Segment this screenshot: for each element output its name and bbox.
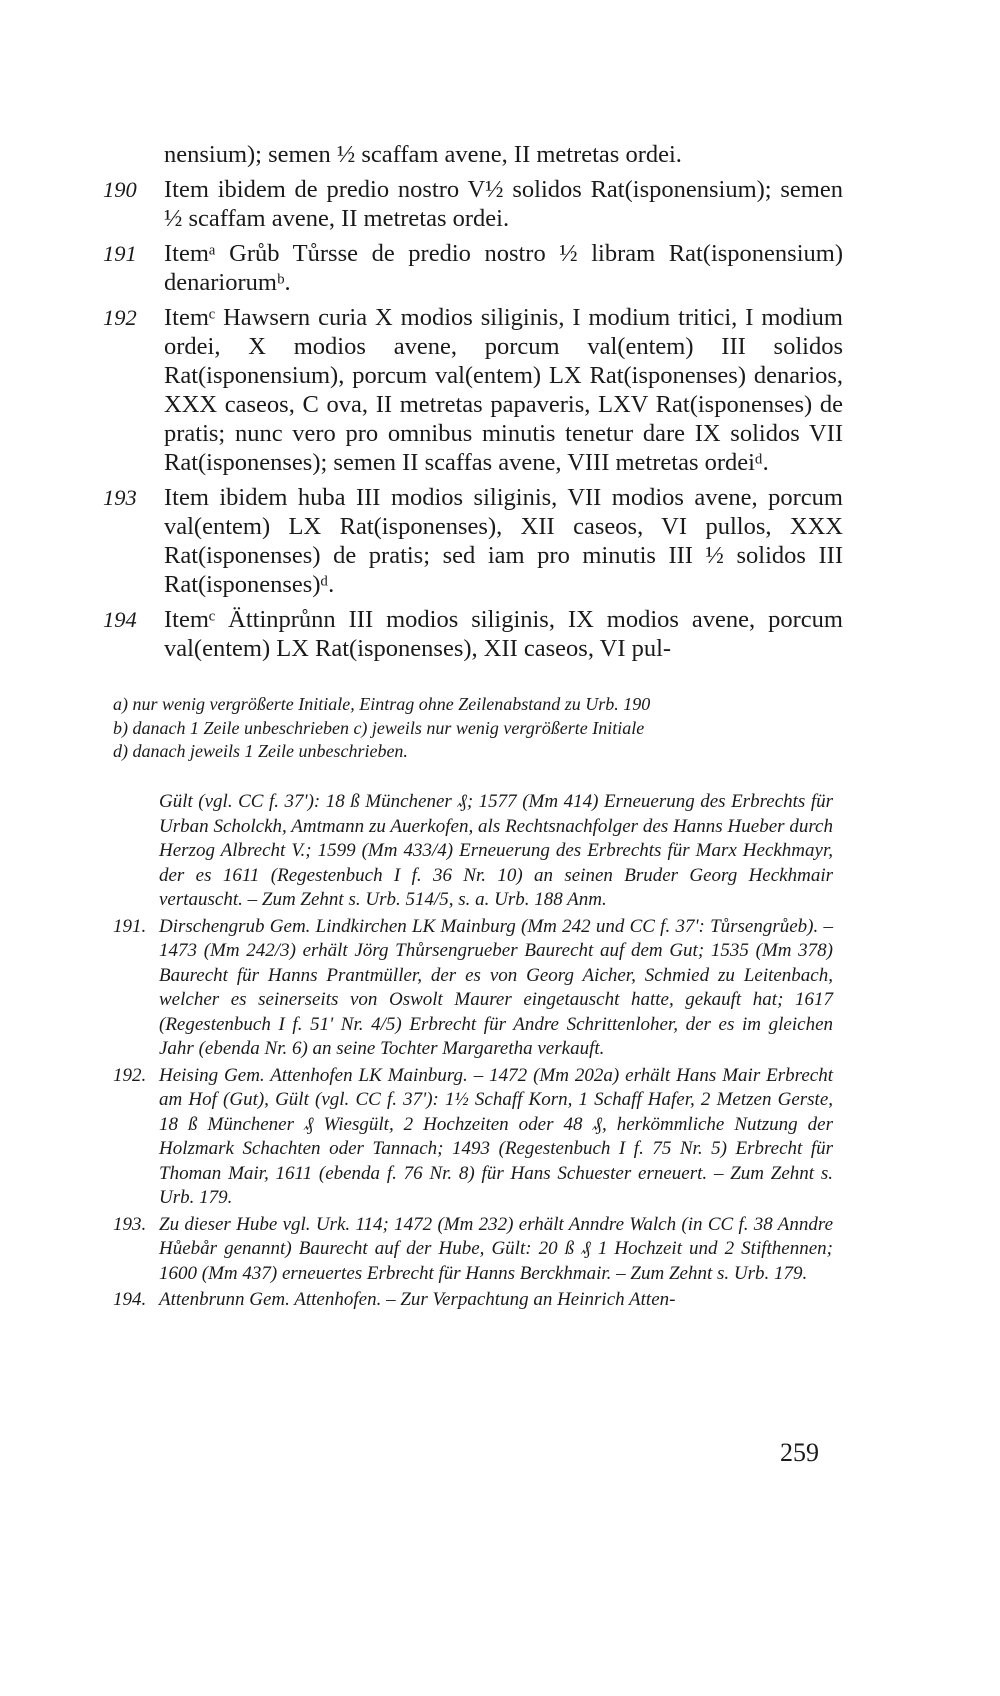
commentary-text: Gült (vgl. CC f. 37'): 18 ß Münchener ₰; 1577 (Mm 414) Erneuerung des Erbrechts für Urban Scholckh, Amtmann zu Auerkofen, als Rechtsnachfolger des Hanns Hueber durch Herzog Albrecht V.; 1599 (Mm 433/4) Erneuerung des Erbrechts für Marx Heckhmayr, der es 1611 (Regestenbuch I f. 36 Nr. 10) an seinen Bruder Georg Heckhmair vertauscht. – Zum Zehnt s. Urb. 514/5, s. a. Urb. 188 Anm. xyxy=(159,791,833,910)
commentary-number: 194. xyxy=(113,1289,147,1310)
commentary-193 xyxy=(113,1213,833,1287)
note-line: d) danach jeweils 1 Zeile unbeschrieben. xyxy=(113,741,408,761)
textual-notes xyxy=(113,693,833,764)
commentary-191 xyxy=(113,915,833,1062)
commentary-number: 192. xyxy=(113,1064,147,1086)
entry-text: Itemᵃ Grůb Tůrsse de predio nostro ½ libram Rat(isponensium) denariorumᵇ. xyxy=(164,240,843,296)
entry-text: nensium); semen ½ scaffam avene, II metretas ordei. xyxy=(164,141,682,168)
entry-193 xyxy=(103,483,843,599)
entry-190 xyxy=(103,175,843,233)
entry-191 xyxy=(103,239,843,297)
entry-continuation xyxy=(103,140,843,169)
commentary-number: 193. xyxy=(113,1213,147,1235)
page-number: 259 xyxy=(780,1438,819,1467)
commentary-text: Dirschengrub Gem. Lindkirchen LK Mainburg (Mm 242 und CC f. 37': Tůrsengrůeb). – 1473 (Mm 242/3) erhält Jörg Thůrsengrueber Baurecht auf dem Gut; 1535 (Mm 378) Baurecht für Hanns Prantmüller, der es von Georg Aicher, Schmied zu Leitenbach, welcher es seinerseits von Oswolt Maurer eingetauscht hatte, gekauft hat; 1617 (Regestenbuch I f. 51' Nr. 4/5) Erbrecht für Andre Schrittenloher, der es im gleichen Jahr (ebenda Nr. 6) an seine Tochter Margaretha verkauft. xyxy=(159,915,833,1059)
entry-number: 194 xyxy=(103,607,137,632)
entry-192 xyxy=(103,303,843,477)
commentary-continuation xyxy=(113,790,833,913)
commentary-194 xyxy=(113,1288,833,1313)
entry-text: Itemᶜ Hawsern curia X modios siliginis, I modium tritici, I modium ordei, X modios avene, porcum val(entem) III solidos Rat(isponensium), porcum val(entem) LX Rat(isponenses) denarios, XXX caseos, C ova, II metretas papaveris, LXV Rat(isponenses) de pratis; nunc vero pro omnibus minutis tenetur dare IX solidos VII Rat(isponenses); semen II scaffas avene, VIII metretas ordeiᵈ. xyxy=(164,304,843,476)
urbar-entries xyxy=(103,140,843,663)
entry-number: 190 xyxy=(103,177,137,202)
commentary-text: Zu dieser Hube vgl. Urk. 114; 1472 (Mm 232) erhält Anndre Walch (in CC f. 38 Anndre Hůebår genannt) Baurecht auf der Hube, Gült: 20 ß ₰ 1 Hochzeit und 2 Stifthennen; 1600 (Mm 437) erneuertes Erbrecht für Hanns Berckhmair. – Zum Zehnt s. Urb. 179. xyxy=(159,1213,833,1284)
commentary-number: 191. xyxy=(113,915,147,937)
entry-194 xyxy=(103,605,843,663)
commentary-192 xyxy=(113,1064,833,1211)
entry-text: Item ibidem huba III modios siliginis, VII modios avene, porcum val(entem) LX Rat(isponenses), XII caseos, VI pullos, XXX Rat(isponenses) de pratis; sed iam pro minutis III ½ solidos III Rat(isponenses)ᵈ. xyxy=(164,484,843,598)
commentary-text: Attenbrunn Gem. Attenhofen. – Zur Verpachtung an Heinrich Atten- xyxy=(159,1289,676,1310)
commentary xyxy=(113,790,833,1315)
commentary-text: Heising Gem. Attenhofen LK Mainburg. – 1472 (Mm 202a) erhält Hans Mair Erbrecht am Hof (Gut), Gült (vgl. CC f. 37'): 1½ Schaff Korn, 1 Schaff Hafer, 2 Metzen Gerste, 18 ß Münchener ₰ Wiesgült, 2 Hochzeiten oder 48 ₰, herkömmliche Nutzung der Holzmark Schachten oder Tannach; 1493 (Regestenbuch I f. 75 Nr. 5) Erbrecht für Thoman Mair, 1611 (ebenda f. 76 Nr. 8) für Hans Schuester erneuert. – Zum Zehnt s. Urb. 179. xyxy=(159,1064,833,1208)
entry-number: 191 xyxy=(103,241,137,266)
note-line: b) danach 1 Zeile unbeschrieben c) jeweils nur wenig vergrößerte Initiale xyxy=(113,717,645,738)
entry-text: Itemᶜ Ättinprůnn III modios siliginis, IX modios avene, porcum val(entem) LX Rat(isponenses), XII caseos, VI pul- xyxy=(164,606,843,662)
note-line: a) nur wenig vergrößerte Initiale, Eintrag ohne Zeilenabstand zu Urb. 190 xyxy=(113,694,651,714)
entry-number: 192 xyxy=(103,305,137,330)
entry-number: 193 xyxy=(103,485,137,510)
entry-text: Item ibidem de predio nostro V½ solidos Rat(isponensium); semen ½ scaffam avene, II metretas ordei. xyxy=(164,176,843,232)
